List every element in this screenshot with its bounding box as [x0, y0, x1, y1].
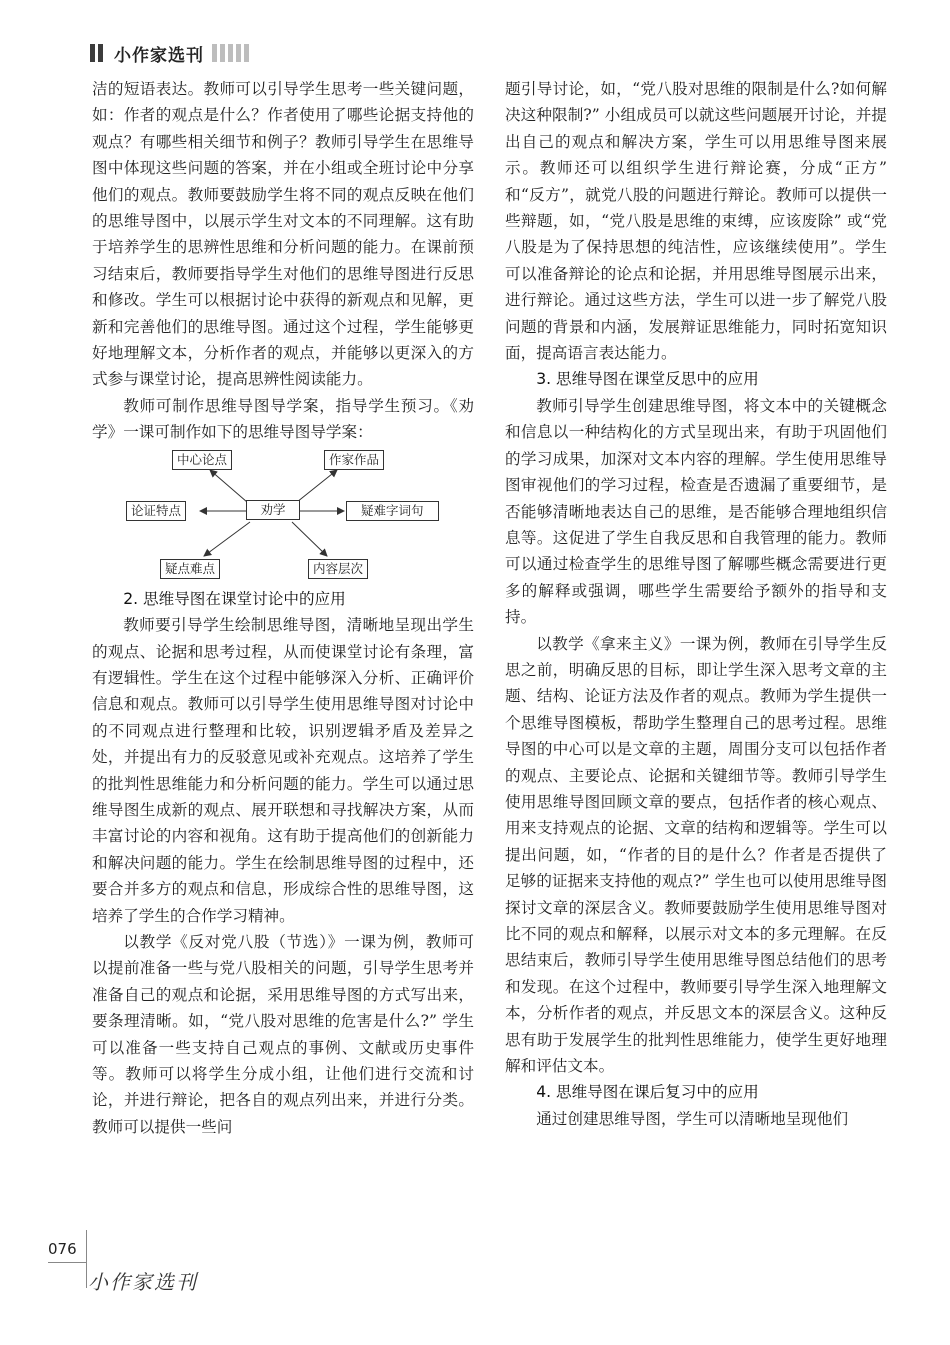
arrow-to-top-right — [297, 470, 337, 502]
section-heading: 2. 思维导图在课堂讨论中的应用 — [123, 589, 346, 608]
left-column — [92, 76, 474, 1140]
journal-title: 小作家选刊 — [114, 45, 204, 66]
footer-divider — [48, 1262, 86, 1263]
page-number: 076 — [48, 1240, 77, 1258]
section-heading: 4. 思维导图在课后复习中的应用 — [536, 1083, 759, 1102]
mind-map-node-central-thesis: 中心论点 — [172, 450, 232, 470]
arrow-to-bottom-left — [204, 522, 250, 556]
paragraph: 以教学《拿来主义》一课为例，教师在引导学生反思之前，明确反思的目标，即让学生深入思考文章的主题、结构、论证方法及作者的观点。教师为学生提供一个思维导图模板，帮助学生整理自己的思考过程。思维导图的中心可以是文章的主题，周围分支可以包括作者的观点、主要论点、论据和关键细节等。教师引导学生使用思维导图回顾文章的要点，包括作者的核心观点、用来支持观点的论据、文章的结构和逻辑等。学生可以提出问题，如，“作者的目的是什么？作者是否提供了足够的证据来支持他的观点?” 学生也可以使用思维导图探讨文章的深层含义。教师要鼓励学生使用思维导图对比不同的观点和解释，以展示对文本的多元理解。在反思结束后，教师引导学生使用思维导图总结他们的思考和发现。在这个过程中，教师要引导学生深入地理解文本，分析作者的观点，并反思文本的深层含义。这种反思有助于发展学生的批判性思维能力，使学生更好地理解和评估文本。 — [505, 634, 887, 1076]
header-bar-decoration — [244, 44, 249, 62]
header-bar-decoration — [98, 44, 103, 62]
paragraph: 通过创建思维导图，学生可以清晰地呈现他们 — [536, 1109, 849, 1128]
paragraph: 以教学《反对党八股（节选）》一课为例，教师可以提前准备一些与党八股相关的问题，引导学生思考并准备自己的观点和论据，采用思维导图的方式写出来，要条理清晰。如，“党八股对思维的危害是什么?” 学生可以准备一些支持自己观点的事例、文献或历史事件等。教师可以将学生分成小组，让他们进行交流和讨论，并进行辩论，把各自的观点列出来，并进行分类。教师可以提供一些问 — [92, 932, 474, 1136]
running-header — [90, 40, 252, 66]
header-bar-decoration — [228, 44, 233, 62]
paragraph: 题引导讨论，如，“党八股对思维的限制是什么?如何解决这种限制?” 小组成员可以就这些问题展开讨论，并提出自己的观点和解决方案，学生可以用思维导图来展示。教师还可以组织学生进行辩论赛，分成“正方” 和“反方”，就党八股的问题进行辩论。教师可以提供一些辩题，如，“党八股是思维的束缚，应该废除” 或“党八股是为了保持思想的纯洁性，应该继续使用”。学生可以准备辩论的论点和论据，并用思维导图展示出来，进行辩论。通过这些方法，学生可以进一步了解党八股问题的背景和内涵，发展辩证思维能力，同时拓宽知识面，提高语言表达能力。 — [505, 80, 887, 363]
mind-map-node-difficult-words: 疑难字词句 — [346, 501, 439, 521]
header-bar-decoration — [90, 44, 95, 62]
mind-map-node-difficult-points: 疑点难点 — [160, 559, 220, 579]
paragraph: 教师引导学生创建思维导图，将文本中的关键概念和信息以一种结构化的方式呈现出来，有助于巩固他们的学习成果，加深对文本内容的理解。学生使用思维导图审视他们的学习过程，检查是否遗漏了重要细节，是否能够清晰地表达自己的思维，是否能够合理地组织信息等。这促进了学生自我反思和自我管理的能力。教师可以通过检查学生的思维导图了解哪些概念需要进行更多的解释或强调，哪些学生需要给予额外的指导和支持。 — [505, 396, 887, 627]
header-bar-decoration — [220, 44, 225, 62]
right-column — [505, 76, 887, 1132]
footer-logo: 小作家选刊 — [88, 1270, 198, 1294]
header-bar-decoration — [212, 44, 217, 62]
mind-map-node-author-works: 作家作品 — [324, 450, 384, 470]
paragraph: 教师要引导学生绘制思维导图，清晰地呈现出学生的观点、论据和思考过程，从而使课堂讨论有条理，富有逻辑性。学生在这个过程中能够深入分析、正确评价信息和观点。教师可以引导学生使用思维导图对讨论中的不同观点进行整理和比较，识别逻辑矛盾及差异之处，并提出有力的反驳意见或补充观点。这培养了学生的批判性思维能力和分析问题的能力。学生可以通过思维导图生成新的观点、展开联想和寻找解决方案，从而丰富讨论的内容和视角。这有助于提高他们的创新能力和解决问题的能力。学生在绘制思维导图的过程中，还要合并多方的观点和信息，形成综合性的思维导图，这培养了学生的合作学习精神。 — [92, 616, 474, 925]
section-heading: 3. 思维导图在课堂反思中的应用 — [536, 370, 759, 389]
paragraph: 洁的短语表达。教师可以引导学生思考一些关键问题，如：作者的观点是什么？作者使用了哪些论据支持他的观点？有哪些相关细节和例子？教师引导学生在思维导图中体现这些问题的答案，并在小组或全班讨论中分享他们的观点。教师要鼓励学生将不同的观点反映在他们的思维导图中，以展示学生对文本的不同理解。这有助于培养学生的思辨性思维和分析问题的能力。在课前预习结束后，教师要指导学生对他们的思维导图进行反思和修改。学生可以根据讨论中获得的新观点和见解，更新和完善他们的思维导图。通过这个过程，学生能够更好地理解文本，分析作者的观点，并能够以更深入的方式参与课堂讨论，提高思辨性阅读能力。 — [92, 80, 474, 389]
mind-map-node-argument-features: 论证特点 — [126, 501, 186, 521]
header-bar-decoration — [236, 44, 241, 62]
arrow-to-bottom-right — [292, 522, 327, 556]
arrow-to-top-left — [210, 470, 247, 502]
mind-map-center-node: 劝学 — [246, 500, 300, 520]
paragraph: 教师可制作思维导图导学案，指导学生预习。《劝学》一课可制作如下的思维导图导学案： — [92, 396, 474, 442]
footer-divider — [86, 1230, 87, 1288]
mind-map-diagram — [92, 448, 474, 582]
mind-map-node-content-levels: 内容层次 — [308, 559, 368, 579]
